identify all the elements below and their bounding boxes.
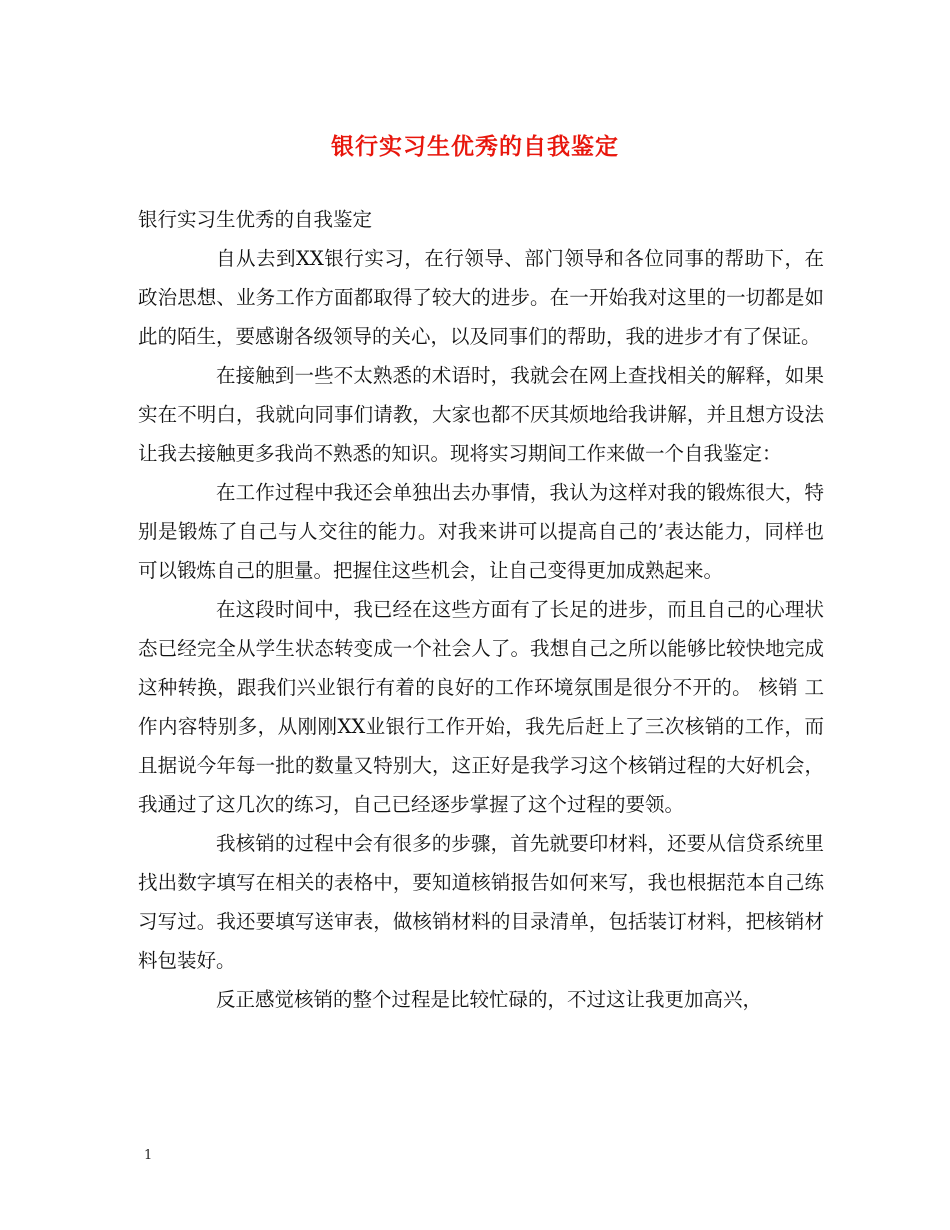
page-number: 1	[144, 1148, 153, 1163]
paragraph-3: 在工作过程中我还会单独出去办事情，我认为这样对我的锻炼很大，特别是锻炼了自己与人交往的能力。对我来讲可以提高自己的’表达能力，同样也可以锻炼自己的胆量。把握住这些机会，让自己变得更加成熟起来。	[138, 481, 824, 582]
paragraph-4: 在这段时间中，我已经在这些方面有了长足的进步，而且自己的心理状态已经完全从学生状态转变成一个社会人了。我想自己之所以能够比较快地完成这种转换，跟我们兴业银行有着的良好的工作环境氛围是很分不开的。 核销 工作内容特别多，从刚刚XX业银行工作开始，我先后赶上了三次核销的工作，而且据说今年每一批的数量又特别大，这正好是我学习这个核销过程的大好机会，我通过了这几次的练习，自己已经逐步掌握了这个过程的要领。	[138, 598, 824, 816]
paragraph-2: 在接触到一些不太熟悉的术语时，我就会在网上查找相关的解释，如果实在不明白，我就向同事们请教，大家也都不厌其烦地给我讲解，并且想方设法让我去接触更多我尚不熟悉的知识。现将实习期间工作来做一个自我鉴定：	[138, 364, 824, 465]
paragraph-6: 反正感觉核销的整个过程是比较忙碌的，不过这让我更加高兴，	[216, 988, 763, 1011]
document-subtitle: 银行实习生优秀的自我鉴定	[138, 208, 373, 231]
document-body	[138, 200, 824, 1019]
paragraph-1: 自从去到XX银行实习，在行领导、部门领导和各位同事的帮助下，在政治思想、业务工作方面都取得了较大的进步。在一开始我对这里的一切都是如此的陌生，要感谢各级领导的关心，以及同事们的帮助，我的进步才有了保证。	[138, 247, 824, 348]
paragraph-5: 我核销的过程中会有很多的步骤，首先就要印材料，还要从信贷系统里找出数字填写在相关的表格中，要知道核销报告如何来写，我也根据范本自己练习写过。我还要填写送审表，做核销材料的目录清单，包括装订材料，把核销材料包装好。	[138, 832, 824, 972]
document-title: 银行实习生优秀的自我鉴定	[331, 133, 619, 160]
